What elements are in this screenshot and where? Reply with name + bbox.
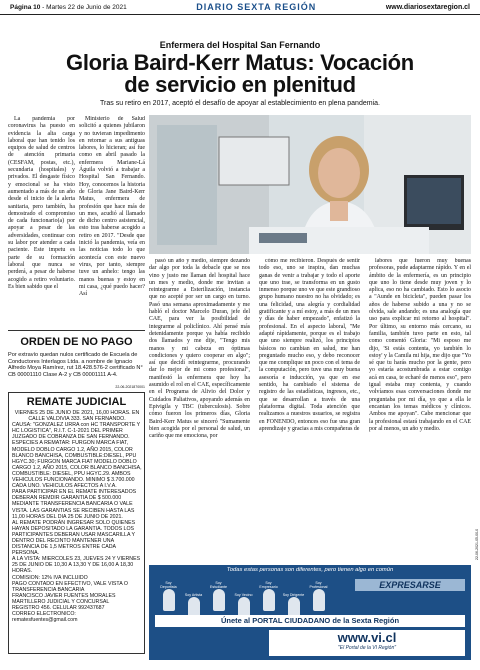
ad-logo-sub: "El Portal de la VI Región" [337, 645, 397, 651]
remate-causa: CAUSA: "GONZALEZ URRA con HC TRANSPORTE Y HC LOGISTICA", R.I.T. C-1-2021 DEL PRIMER JUZGADO DE COBRANZA DE SAN FERNANDO. [12, 422, 141, 441]
divider [8, 330, 145, 331]
person-label: Soy Estudiante [210, 581, 227, 589]
remate-martillero: FRANCISCO JAVIER FUENTES MORALES [12, 592, 116, 599]
person-label: Soy Profesional [309, 581, 328, 589]
no-pago-code: 22-06-2021870001 [115, 385, 145, 389]
remate-pago: PAGO CONTADO EN EFECTIVO, VALE VISTA O TRANSFERENCIA BANCARIA [12, 580, 129, 593]
website[interactable]: www.diariosextaregion.cl [385, 3, 470, 11]
remate-exhibicion: A LA VISTA: MIERCOLES 23, JUEVES 24 Y VIERNES 25 DE JUNIO DE 10,30 A 13,30 Y DE 16,00 A 18,30 HORAS. [12, 556, 141, 575]
ad-code: 22-06-2021-05-00-0 [475, 528, 479, 560]
person-icon [263, 589, 275, 611]
remate-martillero-title: MARTILLERO JUDICIAL Y CONCURSAL [12, 598, 110, 605]
no-pago-body: Por extravío quedan nulos certificado de Escuela de Conductores Interlagos Ltda. a nombre de Ignacio Alfredo Moya Ramírez, rut 18.428.576-2 certificado N° CB 00001110 Clase A-2 y CB 00001111 A-4. [8, 352, 143, 378]
ad-logo[interactable]: www.vi.cl [337, 630, 397, 645]
article-column-2: Ministerio de Salud solicitó a quienes jubilaron y no tuvieran impedimento en retornar a sus antiguas labores, lo hicieran; así fue como en abril pasado la enfermera Mariane-Lá Águila volvió a trabajar a Hospital San Fernando. Hoy, conocemos la historia de Gloria Jane Baird-Kerr Matus, enfermera de profesión que hace más de un mes, acudió al llamado de dicho centro asistencial, esto tras haberse acogido a retiro en 2017. "Desde que inició la pandemia, veía en las noticias todo lo que acontecía con este nuevo virus, por tanto, siempre tuve un anhelo: tengo las manos buenas y estoy en mi casa, ¿qué puedo hacer? Así [79, 116, 145, 298]
article-headline: Gloria Baird-Kerr Matus: Vocación de servicio en plenitud [66, 50, 414, 97]
person-label: Soy Artista [184, 593, 203, 597]
remate-participar: PARA PARTICIPAR EN EL REMATE INTERESADOS DEBERAN REMDIR GARANTIA DE $ 500.000 MEDIANTE TRANSFERENCIA BANCARIA O VALE VISTA. LAS GARANTIAS SE RECIBEN HASTA LAS 11,00 HORAS DEL DIA 25 DE JUNIO DE 2021. [12, 489, 137, 520]
article-deck: Tras su retiro en 2017, aceptó el desafío de apoyar al establecimiento en plena pandemia. [100, 100, 380, 107]
article-kicker: Enfermera del Hospital San Fernando [159, 40, 321, 50]
ad-person [207, 581, 230, 611]
person-label: Soy Empresario [259, 581, 278, 589]
remate-registro: REGISTRO 456. CELULAR 992437687 [12, 605, 105, 611]
article-column-5: labores que fueron muy buenas profesoras, pude adaptarme rápido. Y en el ámbito de la enfermería, es un principio que uno lo tiene desde muy joven y lo aplica, eso no ha cambiado. Esto lo asocio a "Aunde en bicicleta", pueden pasar los años de haberse subido a una y no se olvida, sale andando; es una analogía que uso para explicar mi retorno al hospital". Por último, su entorno más cercano, su familia, también tuvo parte en esto, tal como comentó Gloria: "Mi esposo me dijo, 'Si estás contenta, yo también lo estoy' y la Camila mi hija, me dijo que "Yo sé que tu harás mucho por la gente, pero yo estaría acostumbrada a estar contigo acá en casa, te echaré de menos eso", pero igual estaba muy contenta, y cuando volvíamos esas conversaciones donde me preguntaba por mi día, yo que a ella le encantan los temas médicos y clínicos. Ambos me apoyan". Cabe mencionar que la profesional estará trabajando en el CAE por al menos, un año y medio. [369, 258, 471, 432]
portal-ad[interactable] [149, 565, 471, 660]
person-icon [313, 589, 325, 611]
person-icon [163, 589, 175, 611]
remate-especies: ESPECIES A REMATAR: FURGON MARCA FIAT, MODELO DOBLO CARGO 1.2, AÑO 2015, COLOR BLANCO BANCHISA, COMBUSTIBLE:DIESEL, PPU HGYC.30; FURGON MARCA FIAT MODELO DOBLO CARGO 1.2, AÑO 2015, COLOR BLANCO BANCHISA, COMBUSTIBLE: DIESEL, PPU HGYC.29. AMBOS VEHICULOS FUNCIONANDO. MINIMO $ 3.700.000 CADA UNO. VEHICULOS AFECTOS A I.V.A. [12, 440, 142, 490]
remate-title: REMATE JUDICIAL [26, 396, 127, 408]
nurse-photo [149, 115, 471, 254]
ad-person [257, 581, 280, 611]
remate-comision: COMISION: 12% IVA INCLUIDO [12, 574, 88, 581]
page-header [0, 0, 480, 15]
article-column-4: cómo me recibieron. Después de sentir todo eso, uno se inspira, dan muchas ganas de venir a trabajar y todo el aporte que uno trae, se transforma en un gusto inmenso porque uno ve que este grandioso grupo humano nuestro no ha olvidado; es una felicidad, una alegría y cordialidad gratificante y a mí estoy, a más de un mes y días de haber empezado", enfatizó la profesional. En el aspecto laboral, "Me adapté rápidamente, porque es el trabajo que uno siempre realizó, los principios básicos no cambian en salud, me han preguntado mucho eso, y debo reconocer que me complique un poco con el tema de la computación, pero tuve una muy buena asesoría e inducción, ya que en ese sentido, ha cambiado el sistema de registro de las estadísticas, ingresos, etc., que se desarrollan a través de una plataforma digital. Toda atención que realizamos a nuestros usuarios, se registra en FONENDO, entonces eso fue una gran aprendizaje y gracias a mis compañeras de [259, 258, 360, 432]
ad-tagline: Todas estas personas son diferentes, pero tienen algo en común [226, 567, 394, 573]
page-date: Página 10 - Martes 22 de Junio de 2021 [10, 3, 127, 11]
remate-correo[interactable]: CORREO ELECTRONICO: rematesfuentes@gmail.com [12, 611, 78, 624]
ad-logo-box [269, 630, 465, 656]
article-column-1: La pandemia por coronavirus ha puesto en evidencia la alta carga laboral que han tenido los equipos de salud de centros de atención primaria (CESFAM, postas, etc.), secundaria (hospitales) y privados. El desgaste físico y emocional se ha visto aumentado a más de un año desde el inicio de la alerta sanitaria, pero también, ha demostrado el compromiso de cada funcionario(a) por apoyar a pesar de las adversidades, continuar con su labor por atender a cada paciente. Este impetu es parte de su formación laboral que nunca se perderá, a pesar de haberse acogido a retiro voluntario. Es bien sabido que el [8, 116, 75, 290]
masthead: DIARIO SEXTA REGIÓN [196, 2, 317, 12]
article-photo [149, 115, 471, 254]
ad-person [307, 581, 330, 611]
article-column-3: pasó un año y medio, siempre dezando dar algo por toda la debacle que se nos vino y justo me llaman del hospital hace un mes y medio, donde me invitan a reintegrarme a Esterilización, instancia que no acepté por ser un cargo en turno. Pasó una semana aproximadamente y me habló el doctor Marcelo Duran, jefe del CAE, para ver la posibilidad de integrarme al policlínico. Ahí pensé más detenidamente porque ya había recibido dos llamados y me dije, "Tengo mis manos y mi cabeza en óptimas condiciones y quiero cooperar en algo"; así que decidí reintegrarme, procurando dar lo mejor de mi como profesional", manifestó la enfermera que hoy ha asumido el rol en el CAE, específicamente en el Programa de Alivio del Dolor y Cuidados Paliativos, apoyando además en Epivigila y TBC (tuberculosis). Sobre cómo fueron los primeros días, Gloria Baird-Kerr Matus se sinceró "Sumamente bien acogida por el personal de salud, un cariño que me emociona, por [149, 258, 250, 440]
person-label: Soy Dirigente [282, 593, 305, 597]
remate-intro: VIERNES 25 DE JUNIO DE 2021, 16,00 HORAS. EN CALLE VALDIVIA 333. SAN FERNANDO. [14, 410, 140, 423]
person-label: Soy Vecino [234, 593, 253, 597]
person-label: Soy Deportista [160, 581, 177, 589]
no-pago-title: ORDEN DE NO PAGO [20, 336, 133, 348]
ad-join-text: Únete al PORTAL CIUDADANO de la Sexta Región [155, 615, 465, 627]
remate-postor: AL REMATE PODRÁN INGRESAR SOLO QUIENES HAYAN DEPOSITADO LA GARANTIA. TODOS LOS PARTICIPANTES DEBERAN USAR MASCARILLA Y DENTRO DEL RECINTO MANTENER UNA DISTANCIA DE 1,5 METROS ENTRE CADA PERSONA. [12, 519, 136, 557]
ad-person [157, 581, 180, 611]
person-icon [213, 589, 225, 611]
ad-badge: EXPRESARSE [355, 579, 465, 591]
remate-body [12, 410, 142, 623]
